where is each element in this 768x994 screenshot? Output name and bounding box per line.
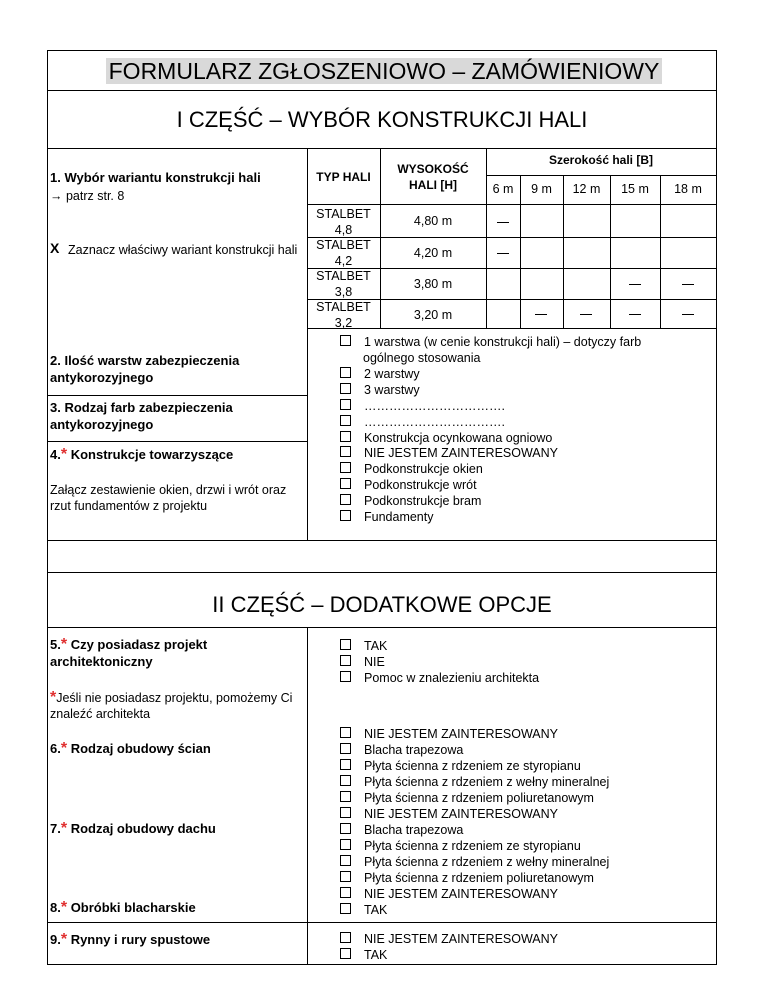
dash-mark [682,314,694,315]
opt-c-5-label: NIE JESTEM ZAINTERESOWANY [364,807,559,821]
s5-star: * [60,636,68,653]
row3-typ: STALBET 3,8 [316,269,371,299]
checkbox[interactable] [340,932,351,943]
row2-h: 4,20 m [413,246,453,260]
row1-h: 4,80 m [413,214,453,228]
dash-mark [629,284,641,285]
row2-typ: STALBET 4,2 [316,238,371,268]
s1-title: 1. Wybór wariantu konstrukcji hali [50,170,261,185]
opt-a-9-label: Podkonstrukcje bram [364,494,482,508]
dash-mark [682,284,694,285]
divider-title [47,90,717,91]
opt-b-1[interactable] [340,654,385,670]
checkbox[interactable] [340,478,351,489]
s7-star: * [60,820,68,837]
title-row [0,55,768,87]
s1-ref: → patrz str. 8 [50,189,125,203]
th-width-18: 18 m [674,182,702,196]
divider-part1 [47,148,717,149]
checkbox[interactable] [340,639,351,650]
opt-c-9-label: Płyta ścienna z rdzeniem poliuretanowym [364,871,594,885]
opt-a-5[interactable] [340,430,552,446]
divider-part2 [47,627,717,628]
opt-b-0-label: TAK [364,639,388,653]
row1-typ: STALBET 4,8 [316,207,371,237]
s1-mark: X [50,240,60,256]
frame-bottom [47,964,717,965]
s5-note-star: * [50,689,57,706]
s4-num: 4. [50,447,61,462]
opt-c-1-label: Blacha trapezowa [364,743,464,757]
th-width-6: 6 m [492,182,514,196]
th-width-12: 12 m [572,182,601,196]
opt-a-2[interactable] [340,382,420,398]
s2-label: 2. Ilość warstw zabezpieczenia antykorozyjnego [50,353,240,385]
part2-title: II CZĘŚĆ – DODATKOWE OPCJE [212,592,552,617]
row4-typ: STALBET 3,2 [316,300,371,330]
s6-text: Rodzaj obudowy ścian [67,741,211,756]
s3-label: 3. Rodzaj farb zabezpieczenia antykorozyjnego [50,400,233,432]
opt-c-10-label: NIE JESTEM ZAINTERESOWANY [364,887,559,901]
opt-d-1[interactable] [340,947,387,963]
s1-note: Zaznacz właściwy wariant konstrukcji hali [68,243,298,257]
s9-label [50,931,210,948]
table-vline-9 [563,175,564,328]
divider-s8 [47,922,717,923]
s6-num: 6. [50,741,61,756]
s9-num: 9. [50,932,61,947]
opt-c-6-label: Blacha trapezowa [364,823,464,837]
row3-h: 3,80 m [413,277,453,291]
s5-text: Czy posiadasz projekt architektoniczny [50,637,208,669]
table-hline-header [307,204,717,205]
checkbox[interactable] [340,743,351,754]
s4-note: Załącz zestawienie okien, drzwi i wrót oraz rzut fundamentów z projektu [50,483,287,513]
checkbox[interactable] [340,791,351,802]
opt-a-1-label: 2 warstwy [364,367,420,381]
frame-left [47,50,48,965]
s7-label [50,820,216,837]
opt-c-11-label: TAK [364,903,388,917]
opt-c-5[interactable] [340,806,558,822]
checkbox[interactable] [340,383,351,394]
s8-num: 8. [50,900,61,915]
checkbox[interactable] [340,671,351,682]
s5-note [50,690,310,722]
opt-c-0-label: NIE JESTEM ZAINTERESOWANY [364,727,559,741]
s4-star: * [60,446,68,463]
checkbox[interactable] [340,462,351,473]
opt-a-4[interactable] [340,414,505,430]
dash-mark [580,314,592,315]
opt-c-8-label: Płyta ścienna z rdzeniem z wełny mineralnej [364,855,610,869]
checkbox[interactable] [340,727,351,738]
opt-b-2[interactable] [340,670,539,686]
th-width-9: 9 m [531,182,552,196]
s5-label [50,636,300,670]
opt-d-0[interactable] [340,931,558,947]
divider-empty-row [47,572,717,573]
divider-s2 [47,395,307,396]
checkbox[interactable] [340,887,351,898]
s8-text: Obróbki blacharskie [67,900,196,915]
opt-c-10[interactable] [340,886,558,902]
opt-a-7-label: Podkonstrukcje okien [364,462,483,476]
table-vline-6 [520,175,521,328]
divider-section1-end [47,540,717,541]
frame-top [47,50,717,51]
opt-a-0-l2: ogólnego stosowania [363,351,481,365]
opt-c-4[interactable] [340,790,594,806]
s4-text: Konstrukcje towarzyszące [67,447,234,462]
opt-a-4-label: ……………………………. [364,415,505,429]
th-wysokosc: WYSOKOŚĆ HALI [H] [397,162,469,192]
opt-c-3-label: Płyta ścienna z rdzeniem z wełny mineralnej [364,775,610,789]
opt-a-10[interactable] [340,509,433,525]
checkbox[interactable] [340,431,351,442]
table-hline-szer [486,175,716,176]
checkbox[interactable] [340,948,351,959]
checkbox[interactable] [340,839,351,850]
opt-c-11[interactable] [340,902,387,918]
checkbox[interactable] [340,399,351,410]
checkbox[interactable] [340,759,351,770]
opt-a-9[interactable] [340,493,481,509]
opt-a-8[interactable] [340,477,477,493]
opt-c-9[interactable] [340,870,594,886]
opt-a-0-l1: 1 warstwa (w cenie konstrukcji hali) – dotyczy farb [364,335,642,349]
document-title: FORMULARZ ZGŁOSZENIOWO – ZAMÓWIENIOWY [106,58,663,84]
checkbox[interactable] [340,367,351,378]
checkbox[interactable] [340,823,351,834]
opt-c-8[interactable] [340,854,609,870]
s6-label [50,740,211,757]
s7-num: 7. [50,821,61,836]
checkbox[interactable] [340,494,351,505]
table-vline-15 [660,175,661,328]
opt-c-7[interactable] [340,838,581,854]
opt-c-2[interactable] [340,758,581,774]
row4-h: 3,20 m [413,308,453,322]
table-vline-12 [610,175,611,328]
opt-c-6[interactable] [340,822,463,838]
table-vline-typ [380,148,381,328]
th-szerokosc: Szerokość hali [B] [548,153,654,167]
dash-mark [497,253,509,254]
checkbox[interactable] [340,775,351,786]
opt-a-10-label: Fundamenty [364,510,434,524]
opt-a-6[interactable] [340,445,558,461]
opt-c-3[interactable] [340,774,609,790]
opt-c-0[interactable] [340,726,558,742]
s8-star: * [60,899,68,916]
opt-a-2-label: 3 warstwy [364,383,420,397]
opt-b-2-label: Pomoc w znalezieniu architekta [364,671,540,685]
checkbox[interactable] [340,655,351,666]
opt-a-5-label: Konstrukcja ocynkowana ogniowo [364,431,553,445]
checkbox[interactable] [340,335,351,346]
th-width-15: 15 m [621,182,649,196]
opt-a-3[interactable] [340,398,505,414]
opt-a-0[interactable] [340,334,641,366]
s9-star: * [60,931,68,948]
s6-star: * [60,740,68,757]
dash-mark [497,222,509,223]
opt-b-1-label: NIE [364,655,385,669]
opt-a-1[interactable] [340,366,420,382]
s7-text: Rodzaj obudowy dachu [67,821,216,836]
divider-s3 [47,441,307,442]
part1-title: I CZĘŚĆ – WYBÓR KONSTRUKCJI HALI [176,107,588,132]
dash-mark [629,314,641,315]
opt-c-7-label: Płyta ścienna z rdzeniem ze styropianu [364,839,581,853]
checkbox[interactable] [340,903,351,914]
checkbox[interactable] [340,855,351,866]
opt-b-0[interactable] [340,638,387,654]
checkbox[interactable] [340,871,351,882]
s5-num: 5. [50,637,61,652]
checkbox[interactable] [340,807,351,818]
th-typ: TYP HALI [316,170,371,184]
frame-right [716,50,717,965]
col-divider-part2 [307,627,308,964]
opt-a-8-label: Podkonstrukcje wrót [364,478,477,492]
checkbox[interactable] [340,446,351,457]
checkbox[interactable] [340,415,351,426]
opt-a-6-label: NIE JESTEM ZAINTERESOWANY [364,446,559,460]
s8-label [50,899,196,916]
s5-note-text: Jeśli nie posiadasz projektu, pomożemy Ci znaleźć architekta [50,691,293,721]
opt-a-7[interactable] [340,461,483,477]
opt-d-0-label: NIE JESTEM ZAINTERESOWANY [364,932,559,946]
checkbox[interactable] [340,510,351,521]
s9-text: Rynny i rury spustowe [67,932,211,947]
opt-c-4-label: Płyta ścienna z rdzeniem poliuretanowym [364,791,594,805]
opt-c-1[interactable] [340,742,463,758]
opt-a-3-label: ……………………………. [364,399,505,413]
dash-mark [535,314,547,315]
s4-label [50,446,233,463]
opt-c-2-label: Płyta ścienna z rdzeniem ze styropianu [364,759,581,773]
opt-d-1-label: TAK [364,948,388,962]
